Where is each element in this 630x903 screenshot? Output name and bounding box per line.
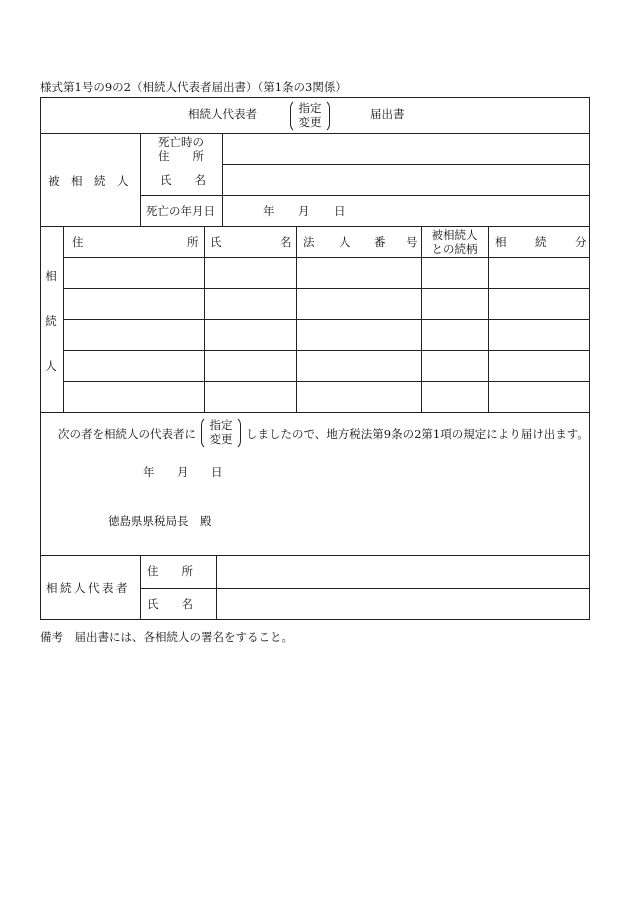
representative-name-label: 氏 名 [147, 597, 193, 611]
death-date-day: 日 [334, 204, 346, 218]
col-corp-char: 法 [303, 235, 315, 249]
decedent-death-date-field[interactable] [223, 196, 589, 226]
heir-name-cell[interactable] [205, 289, 296, 319]
col-relation [421, 228, 488, 256]
decedent-death-date-label: 死亡の年月日 [146, 204, 215, 218]
col-corp-char: 号 [406, 235, 418, 249]
heir-share-cell[interactable] [489, 258, 589, 288]
col-address-b: 所 [187, 235, 199, 249]
representative-address-label: 住 所 [147, 564, 193, 578]
decedent-name-label: 氏 名 [160, 173, 206, 187]
decedent-address-label [140, 135, 222, 163]
title-option-change: 変更 [298, 115, 322, 129]
decedent-address-field[interactable] [223, 134, 589, 164]
heir-share-cell[interactable] [489, 289, 589, 319]
heir-share-cell[interactable] [489, 351, 589, 381]
title-option-designate: 指定 [298, 101, 322, 115]
col-address-a: 住 [72, 235, 84, 249]
addressee: 徳島県県税局長 殿 [108, 514, 212, 528]
heir-corp-number-cell[interactable] [297, 289, 421, 319]
declaration-date-year: 年 [143, 465, 155, 479]
declaration-date-month: 月 [177, 465, 189, 479]
decedent-name-field[interactable] [223, 165, 589, 195]
decedent-address-label-line1: 死亡時の [158, 135, 204, 149]
death-date-month: 月 [298, 204, 310, 218]
heirs-label-char: 人 [45, 359, 57, 373]
decedent-address-label-line2: 住 所 [158, 149, 204, 163]
declaration-date-day: 日 [211, 465, 223, 479]
heir-corp-number-cell[interactable] [297, 320, 421, 350]
title-option [290, 101, 330, 129]
declaration-option [201, 418, 241, 446]
representative-section-label: 相続人代表者 [46, 581, 130, 595]
heirs-label-char: 相 [45, 269, 57, 283]
declaration-text-after: しましたので、地方税法第9条の2第1項の規定により届け出ます。 [246, 427, 589, 441]
heir-corp-number-cell[interactable] [297, 351, 421, 381]
declaration-option-change: 変更 [209, 432, 233, 446]
heir-address-cell[interactable] [64, 320, 204, 350]
heir-name-cell[interactable] [205, 320, 296, 350]
declaration-option-designate: 指定 [209, 418, 233, 432]
rule-decedent-bottom [40, 226, 590, 227]
col-relation-line2: との続柄 [431, 242, 478, 256]
heir-address-cell[interactable] [64, 289, 204, 319]
title-right: 届出書 [370, 107, 405, 121]
heir-address-cell[interactable] [64, 258, 204, 288]
col-relation-line1: 被相続人 [431, 228, 478, 242]
representative-address-field[interactable] [217, 556, 589, 588]
heir-name-cell[interactable] [205, 258, 296, 288]
heir-relation-cell[interactable] [422, 289, 488, 319]
heir-name-cell[interactable] [205, 351, 296, 381]
col-corp-char: 番 [374, 235, 386, 249]
rule-representative-label-divider [140, 555, 141, 620]
heir-relation-cell[interactable] [422, 258, 488, 288]
decedent-section-label: 被 相 続 人 [48, 174, 129, 188]
col-share-char: 相 [495, 235, 507, 249]
col-share-char: 続 [535, 235, 547, 249]
col-name-b: 名 [280, 235, 292, 249]
title-left: 相続人代表者 [188, 107, 257, 121]
heirs-label-char: 続 [45, 314, 57, 328]
heir-corp-number-cell[interactable] [297, 258, 421, 288]
representative-name-field[interactable] [217, 589, 589, 619]
heir-relation-cell[interactable] [422, 382, 488, 412]
heir-share-cell[interactable] [489, 382, 589, 412]
rule-heirs-bottom [40, 412, 590, 413]
heir-address-cell[interactable] [64, 351, 204, 381]
heir-corp-number-cell[interactable] [297, 382, 421, 412]
col-corp-char: 人 [339, 235, 351, 249]
death-date-year: 年 [263, 204, 275, 218]
heir-address-cell[interactable] [64, 382, 204, 412]
declaration-text-before: 次の者を相続人の代表者に [58, 427, 196, 441]
form-caption: 様式第1号の9の2（相続人代表者届出書）（第1条の3関係） [40, 80, 347, 94]
heir-relation-cell[interactable] [422, 351, 488, 381]
heir-name-cell[interactable] [205, 382, 296, 412]
heir-share-cell[interactable] [489, 320, 589, 350]
col-name-a: 氏 [210, 235, 222, 249]
heir-relation-cell[interactable] [422, 320, 488, 350]
note: 備考 届出書には、各相続人の署名をすること。 [40, 630, 293, 644]
col-share-char: 分 [575, 235, 587, 249]
